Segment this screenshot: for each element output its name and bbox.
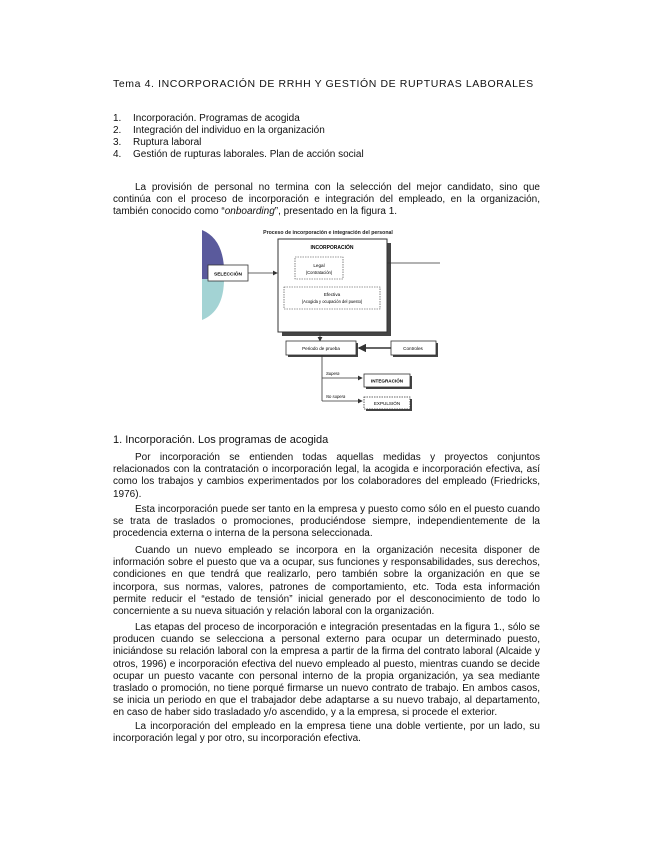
process-figure [200,225,440,415]
toc-number: 4. [113,149,122,160]
toc-number: 2. [113,125,122,136]
page-title: Tema 4. INCORPORACIÓN DE RRHH Y GESTIÓN DE RUPTURAS LABORALES [113,78,534,90]
toc-text: Ruptura laboral [133,137,202,148]
toc-text: Incorporación. Programas de acogida [133,113,300,124]
body-paragraph: La incorporación del empleado en la empresa tiene una doble vertiente, por un lado, su incorporación legal y por otro, su incorporación efectiva. [113,721,540,745]
table-of-contents [113,113,364,161]
teal-shape [202,279,224,320]
intro-emphasis: onboarding [224,206,275,218]
toc-text: Integración del individuo en la organización [133,125,325,136]
intro-text-a: La provisión de personal no termina con la selección del mejor candidato, sino que continúa con el proceso de incorporación e integración del empleado, en la organización, también conocido como “ [113,182,540,218]
legal-label: Legal [313,263,325,268]
efectiva-sub-label: (Acogida y ocupación del puesto) [301,299,363,304]
incorporacion-box [278,239,387,332]
body-paragraph: Cuando un nuevo empleado se incorpora en la organización necesita disponer de información sobre el puesto que va a ocupar, sus funciones y responsabilidades, sus derechos, condiciones en que tendrá que realizarlo, pero también sobre la organización en que se incorpora, sus normas, valores, patrones de comportamiento, etc. Toda esta información permite reducir el “estado de tensión” inicial generado por el desconocimiento de todo lo concerniente a su nueva situación y relación laboral con la organización. [113,545,540,618]
intro-paragraph [113,182,540,219]
integracion-label: INTEGRACIÓN [370,378,404,384]
intro-text-b: ”, presentado en la figura 1. [274,206,398,218]
body-paragraph: Las etapas del proceso de incorporación e integración presentadas en la figura 1., sólo se producen cuando se selecciona a personal externo para ocupar un determinado puesto, iniciándose su relación laboral con la empresa a partir de la firma del contrato laboral (Alcaide y otros, 1996) e incorporación efectiva del nuevo empleado al puesto, mientras cuando se decide ocupar un puesto vacante con personal interno de la propia organización, ya sea mediante traslado o promoción, no tiene porqué firmarse un nuevo contrato de trabajo. En ambos casos, se inicia un periodo en que el trabajador debe adaptarse a su nuevo trabajo, al departamento, en caso de haber sido trasladado y/o ascendido, y a la empresa, si procede el exterior. [113,622,540,719]
legal-sub-label: (Contratación) [305,270,333,275]
body-paragraph: Esta incorporación puede ser tanto en la empresa y puesto como sólo en el puesto cuando se trata de traslados o promociones, produciéndose siempre, independientemente de la procedencia externa o interna de la persona seleccionada. [113,504,540,540]
efectiva-label: Efectiva [323,292,341,297]
figure-title: Proceso de incorporación e integración del personal [263,230,393,236]
no-supera-label: No supera [326,394,346,399]
toc-number: 3. [113,137,122,148]
toc-number: 1. [113,113,122,124]
body-paragraph: Por incorporación se entienden todas aquellas medidas y proyectos conjuntos relacionados con la contratación o incorporación legal, la acogida e incorporación efectiva, así como los trabajos y cambios experimentados por los colaboradores del empleado (Friedricks, 1976). [113,452,540,500]
efectiva-box [284,287,380,309]
seleccion-label: SELECCIÓN [214,272,242,278]
periodo-label: Periodo de prueba [302,346,340,351]
toc-item [113,137,364,149]
legal-box [295,257,343,279]
toc-item [113,125,364,137]
toc-text: Gestión de rupturas laborales. Plan de acción social [133,149,364,160]
toc-item [113,113,364,125]
incorporacion-label: INCORPORACIÓN [310,245,354,251]
section-heading: 1. Incorporación. Los programas de acogida [113,434,329,446]
expulsion-label: EXPULSIÓN [373,401,401,406]
controles-label: Controles [403,346,423,351]
supera-label: Supera [326,371,340,376]
toc-item [113,149,364,161]
